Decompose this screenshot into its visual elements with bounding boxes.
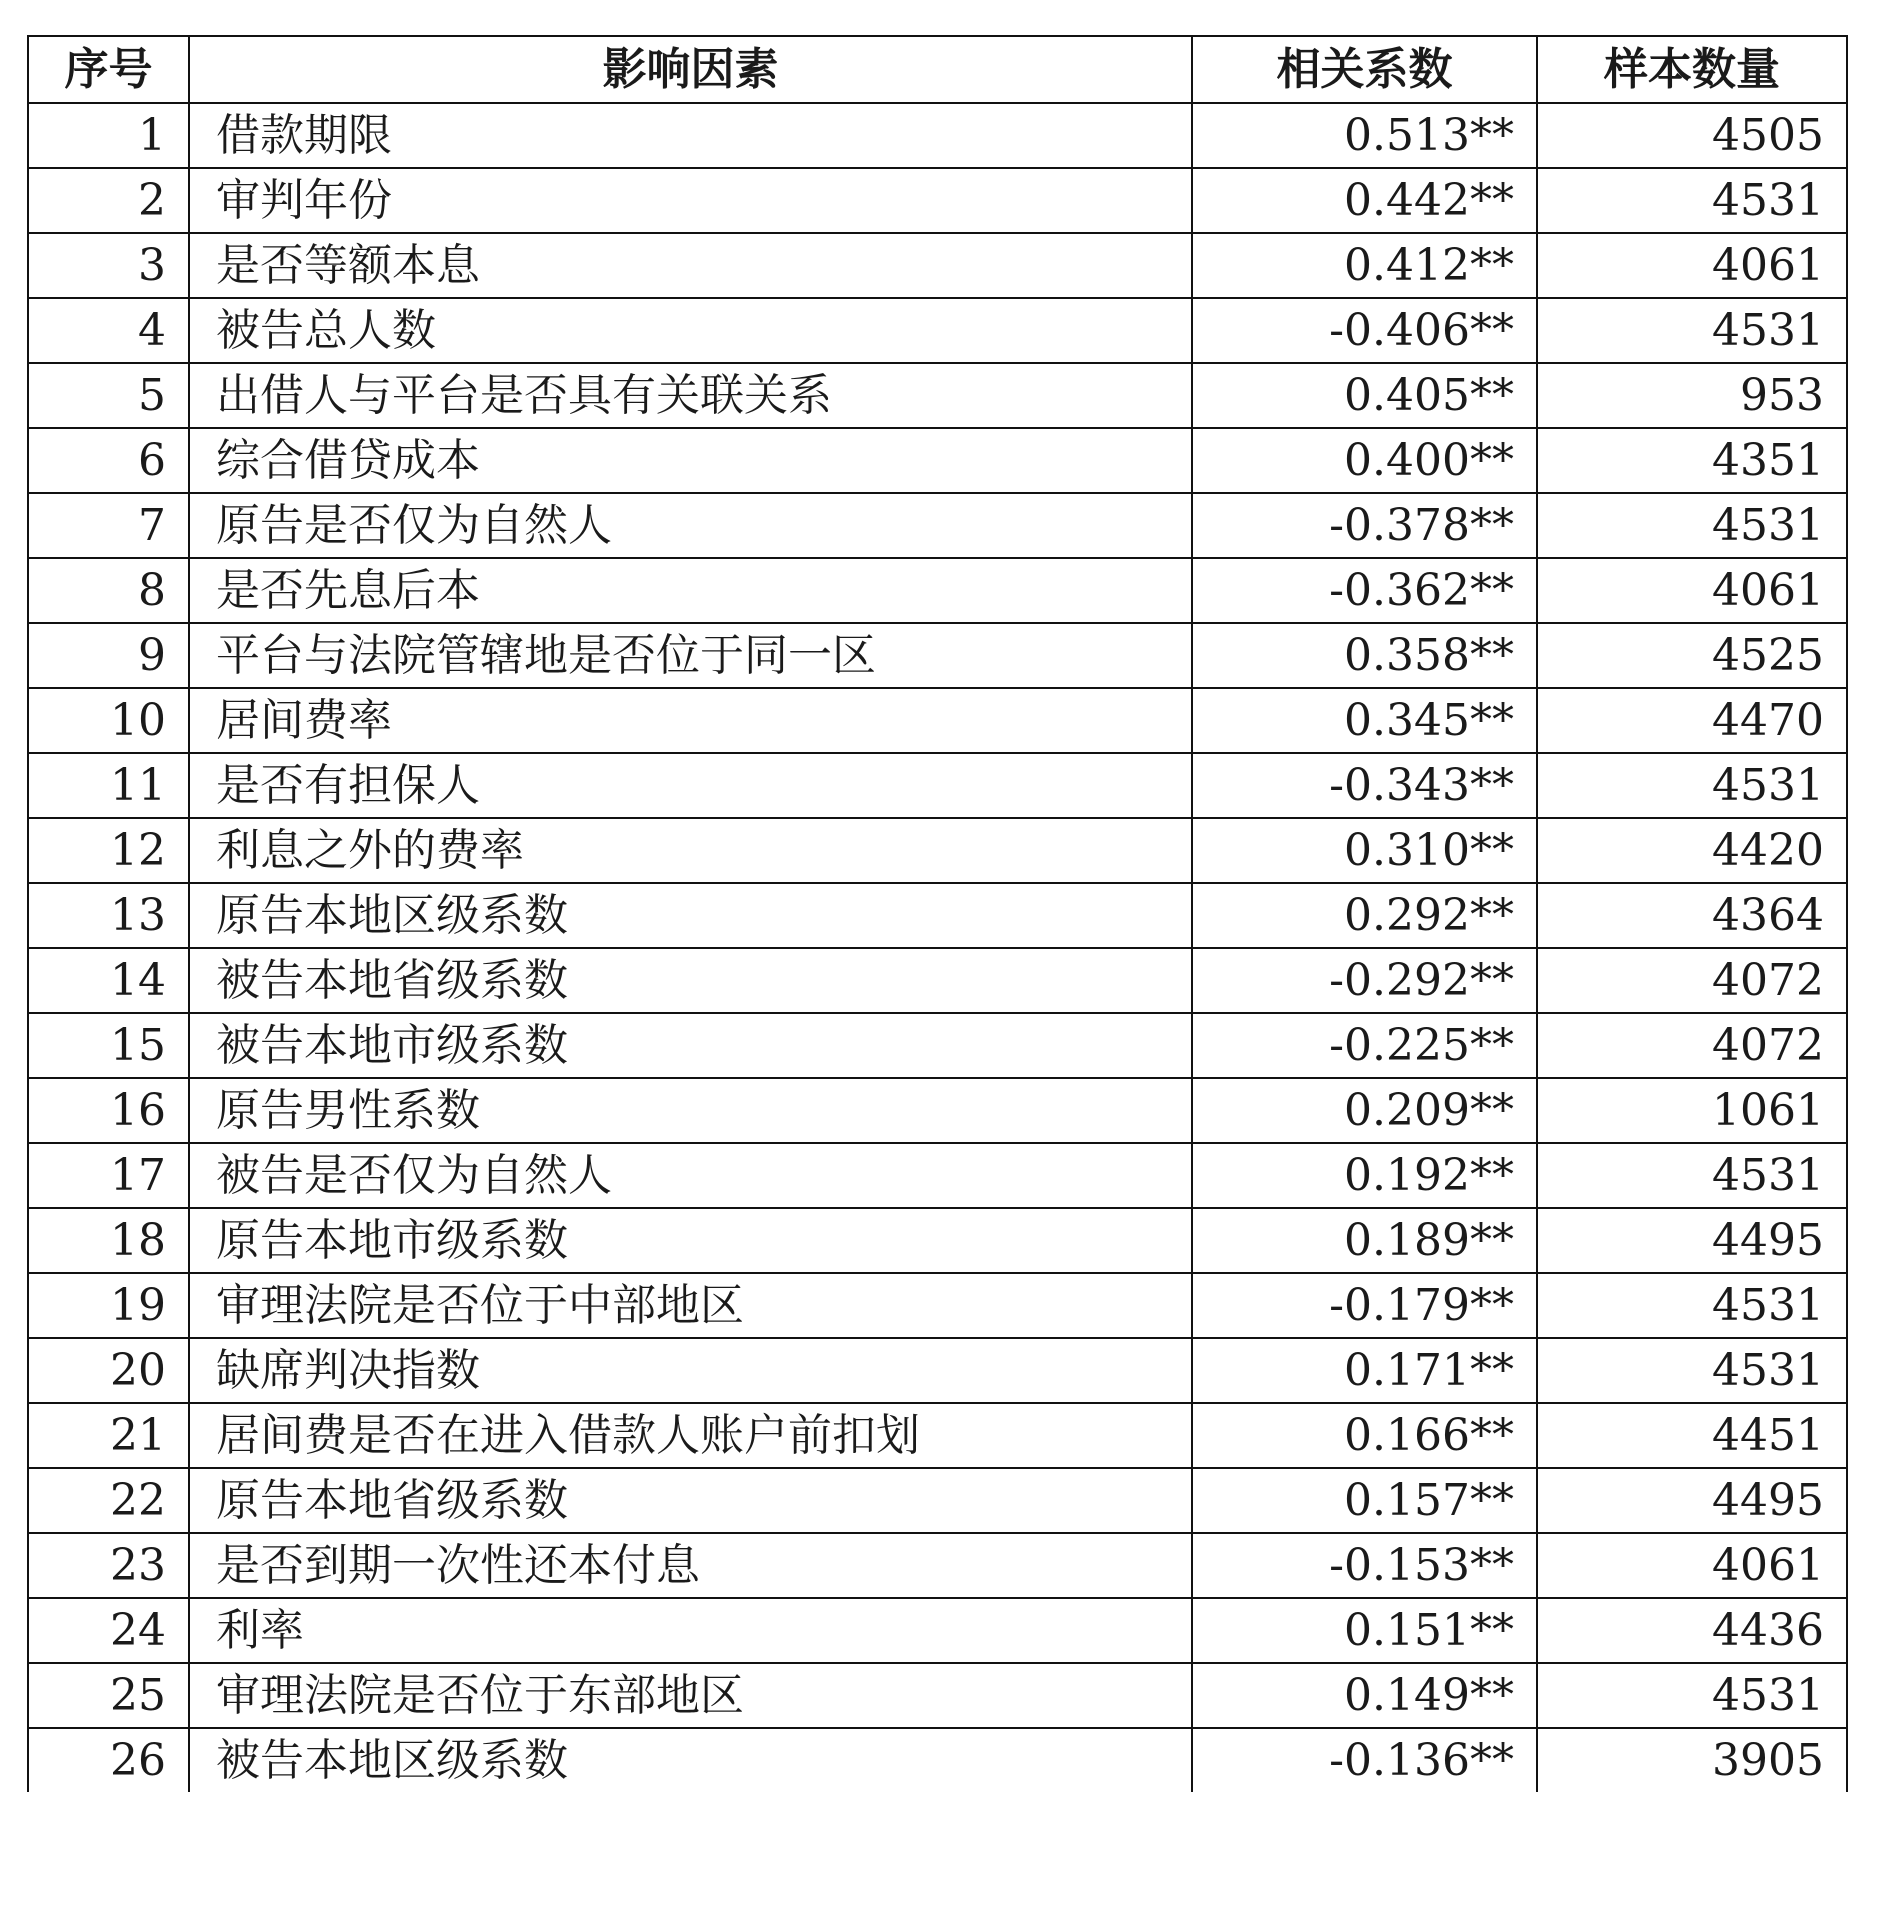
row-factor: 借款期限 xyxy=(189,103,1192,168)
row-sample-size: 4531 xyxy=(1537,1143,1847,1208)
row-factor: 审理法院是否位于东部地区 xyxy=(189,1663,1192,1728)
header-index: 序号 xyxy=(28,36,189,103)
table-row xyxy=(28,103,1847,168)
row-factor: 原告本地省级系数 xyxy=(189,1468,1192,1533)
row-correlation: 0.405** xyxy=(1192,363,1537,428)
row-factor: 是否到期一次性还本付息 xyxy=(189,1533,1192,1598)
row-index: 7 xyxy=(28,493,189,558)
table-row xyxy=(28,363,1847,428)
header-correlation: 相关系数 xyxy=(1192,36,1537,103)
row-correlation: -0.292** xyxy=(1192,948,1537,1013)
row-correlation: 0.358** xyxy=(1192,623,1537,688)
table-row xyxy=(28,1078,1847,1143)
row-factor: 利率 xyxy=(189,1598,1192,1663)
row-sample-size: 4495 xyxy=(1537,1468,1847,1533)
table-row xyxy=(28,298,1847,363)
row-factor: 居间费是否在进入借款人账户前扣划 xyxy=(189,1403,1192,1468)
table-row xyxy=(28,818,1847,883)
row-index: 13 xyxy=(28,883,189,948)
row-index: 24 xyxy=(28,1598,189,1663)
row-factor: 被告是否仅为自然人 xyxy=(189,1143,1192,1208)
row-index: 25 xyxy=(28,1663,189,1728)
row-factor: 原告本地区级系数 xyxy=(189,883,1192,948)
row-correlation: 0.171** xyxy=(1192,1338,1537,1403)
table-row xyxy=(28,428,1847,493)
row-sample-size: 4495 xyxy=(1537,1208,1847,1273)
row-sample-size: 4420 xyxy=(1537,818,1847,883)
header-factor: 影响因素 xyxy=(189,36,1192,103)
row-correlation: 0.513** xyxy=(1192,103,1537,168)
row-index: 14 xyxy=(28,948,189,1013)
table-row xyxy=(28,1013,1847,1078)
row-index: 10 xyxy=(28,688,189,753)
table-row xyxy=(28,1143,1847,1208)
table-row xyxy=(28,233,1847,298)
row-correlation: 0.310** xyxy=(1192,818,1537,883)
row-index: 11 xyxy=(28,753,189,818)
table-row xyxy=(28,1728,1847,1792)
row-factor: 原告男性系数 xyxy=(189,1078,1192,1143)
row-sample-size: 4451 xyxy=(1537,1403,1847,1468)
correlation-table xyxy=(27,35,1848,1792)
row-correlation: -0.406** xyxy=(1192,298,1537,363)
row-index: 3 xyxy=(28,233,189,298)
row-factor: 缺席判决指数 xyxy=(189,1338,1192,1403)
row-correlation: 0.151** xyxy=(1192,1598,1537,1663)
row-index: 15 xyxy=(28,1013,189,1078)
row-sample-size: 4531 xyxy=(1537,168,1847,233)
table-row xyxy=(28,558,1847,623)
header-sample-size: 样本数量 xyxy=(1537,36,1847,103)
row-sample-size: 953 xyxy=(1537,363,1847,428)
row-correlation: -0.153** xyxy=(1192,1533,1537,1598)
row-index: 21 xyxy=(28,1403,189,1468)
row-index: 6 xyxy=(28,428,189,493)
row-correlation: 0.442** xyxy=(1192,168,1537,233)
table-row xyxy=(28,1468,1847,1533)
row-index: 5 xyxy=(28,363,189,428)
row-sample-size: 4531 xyxy=(1537,1663,1847,1728)
row-sample-size: 4505 xyxy=(1537,103,1847,168)
row-factor: 原告本地市级系数 xyxy=(189,1208,1192,1273)
row-correlation: 0.189** xyxy=(1192,1208,1537,1273)
row-correlation: 0.149** xyxy=(1192,1663,1537,1728)
row-index: 23 xyxy=(28,1533,189,1598)
table-row xyxy=(28,1663,1847,1728)
row-sample-size: 4072 xyxy=(1537,948,1847,1013)
row-sample-size: 4531 xyxy=(1537,1338,1847,1403)
row-sample-size: 4531 xyxy=(1537,1273,1847,1338)
table-row xyxy=(28,1338,1847,1403)
row-index: 2 xyxy=(28,168,189,233)
row-correlation: 0.412** xyxy=(1192,233,1537,298)
row-sample-size: 4061 xyxy=(1537,1533,1847,1598)
row-index: 17 xyxy=(28,1143,189,1208)
row-correlation: 0.157** xyxy=(1192,1468,1537,1533)
row-index: 22 xyxy=(28,1468,189,1533)
row-sample-size: 4061 xyxy=(1537,558,1847,623)
row-sample-size: 4436 xyxy=(1537,1598,1847,1663)
row-index: 20 xyxy=(28,1338,189,1403)
table-row xyxy=(28,753,1847,818)
row-factor: 是否先息后本 xyxy=(189,558,1192,623)
table-row xyxy=(28,623,1847,688)
row-factor: 被告总人数 xyxy=(189,298,1192,363)
row-correlation: -0.378** xyxy=(1192,493,1537,558)
row-factor: 利息之外的费率 xyxy=(189,818,1192,883)
row-factor: 被告本地市级系数 xyxy=(189,1013,1192,1078)
table-row xyxy=(28,1273,1847,1338)
row-factor: 平台与法院管辖地是否位于同一区 xyxy=(189,623,1192,688)
row-index: 4 xyxy=(28,298,189,363)
row-sample-size: 4531 xyxy=(1537,493,1847,558)
header-row xyxy=(28,36,1847,103)
table-row xyxy=(28,168,1847,233)
row-index: 1 xyxy=(28,103,189,168)
row-correlation: 0.166** xyxy=(1192,1403,1537,1468)
row-correlation: -0.343** xyxy=(1192,753,1537,818)
table-body xyxy=(28,103,1847,1792)
table-header xyxy=(28,36,1847,103)
table-row xyxy=(28,493,1847,558)
row-index: 19 xyxy=(28,1273,189,1338)
row-sample-size: 4525 xyxy=(1537,623,1847,688)
row-factor: 原告是否仅为自然人 xyxy=(189,493,1192,558)
row-index: 26 xyxy=(28,1728,189,1792)
row-sample-size: 4531 xyxy=(1537,753,1847,818)
row-index: 16 xyxy=(28,1078,189,1143)
row-index: 9 xyxy=(28,623,189,688)
row-sample-size: 4470 xyxy=(1537,688,1847,753)
row-factor: 审理法院是否位于中部地区 xyxy=(189,1273,1192,1338)
table-row xyxy=(28,883,1847,948)
row-correlation: -0.179** xyxy=(1192,1273,1537,1338)
table-row xyxy=(28,688,1847,753)
row-correlation: 0.345** xyxy=(1192,688,1537,753)
table-row xyxy=(28,1403,1847,1468)
row-sample-size: 3905 xyxy=(1537,1728,1847,1792)
row-factor: 被告本地省级系数 xyxy=(189,948,1192,1013)
row-correlation: -0.136** xyxy=(1192,1728,1537,1792)
row-factor: 出借人与平台是否具有关联关系 xyxy=(189,363,1192,428)
row-index: 8 xyxy=(28,558,189,623)
row-sample-size: 1061 xyxy=(1537,1078,1847,1143)
row-correlation: 0.400** xyxy=(1192,428,1537,493)
row-correlation: 0.292** xyxy=(1192,883,1537,948)
table-row xyxy=(28,1598,1847,1663)
table-row xyxy=(28,1208,1847,1273)
row-sample-size: 4061 xyxy=(1537,233,1847,298)
row-sample-size: 4364 xyxy=(1537,883,1847,948)
table-row xyxy=(28,1533,1847,1598)
row-factor: 综合借贷成本 xyxy=(189,428,1192,493)
row-correlation: -0.225** xyxy=(1192,1013,1537,1078)
row-factor: 审判年份 xyxy=(189,168,1192,233)
row-correlation: 0.209** xyxy=(1192,1078,1537,1143)
row-correlation: 0.192** xyxy=(1192,1143,1537,1208)
row-index: 12 xyxy=(28,818,189,883)
row-correlation: -0.362** xyxy=(1192,558,1537,623)
row-sample-size: 4072 xyxy=(1537,1013,1847,1078)
table-row xyxy=(28,948,1847,1013)
row-index: 18 xyxy=(28,1208,189,1273)
row-sample-size: 4531 xyxy=(1537,298,1847,363)
row-factor: 是否等额本息 xyxy=(189,233,1192,298)
row-factor: 是否有担保人 xyxy=(189,753,1192,818)
row-factor: 居间费率 xyxy=(189,688,1192,753)
row-factor: 被告本地区级系数 xyxy=(189,1728,1192,1792)
row-sample-size: 4351 xyxy=(1537,428,1847,493)
